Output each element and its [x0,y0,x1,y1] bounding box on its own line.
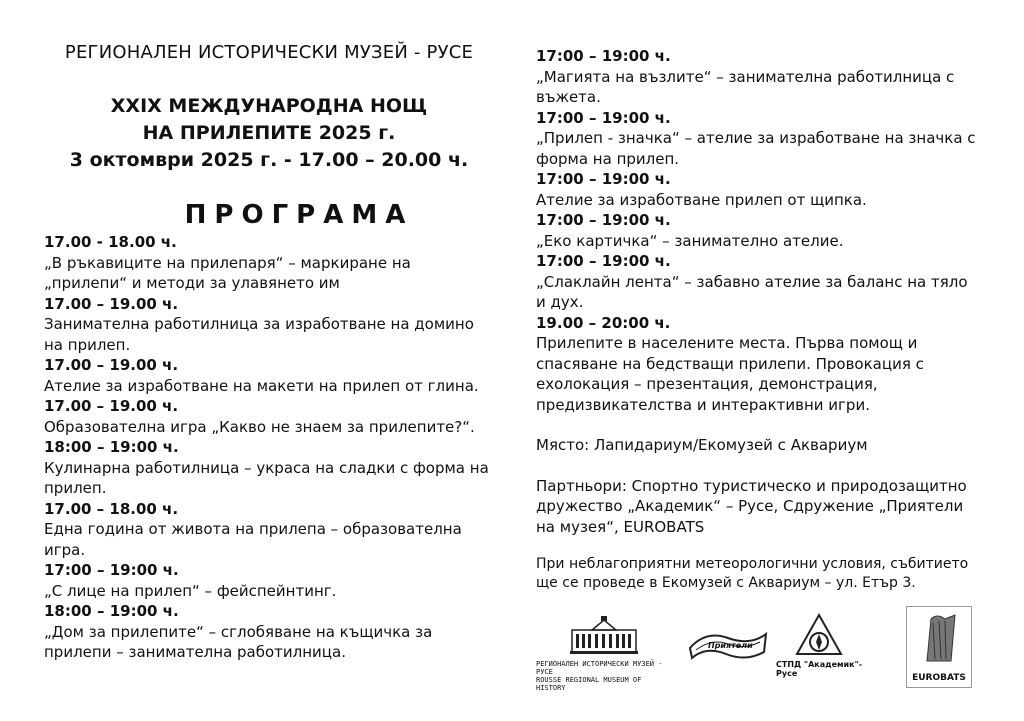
program-entry [536,169,976,210]
bat-wing-icon [915,611,961,665]
entry-time: 17:00 – 19:00 ч. [536,47,671,65]
left-column [44,40,494,663]
entry-desc: „Еко картичка“ – занимателно ателие. [536,231,844,250]
program-entry [536,108,976,170]
entry-desc: Образователна игра „Какво не знаем за прилепите?“. [44,417,475,436]
right-column [536,44,976,593]
entry-time: 17:00 – 19:00 ч. [44,561,179,579]
entry-time: 17:00 – 19:00 ч. [536,170,671,188]
entry-desc: Кулинарна работилница – украса на сладки с форма на прилеп. [44,458,489,497]
mountain-compass-icon [794,612,844,658]
entry-desc: Занимателна работилница за изработване на домино на прилеп. [44,315,474,354]
museum-logo-caption1: РЕГИОНАЛЕН ИСТОРИЧЕСКИ МУЗЕЙ - РУСЕ [536,660,663,676]
entry-time: 17.00 – 19.00 ч. [44,356,179,374]
entry-desc: Ателие за изработване прилеп от щипка. [536,190,867,209]
program-entry [44,355,494,396]
entry-desc: „С лице на прилеп“ – фейспейнтинг. [44,581,337,600]
program-entry [44,396,494,437]
entry-desc: Ателие за изработване на макети на прилеп от глина. [44,376,479,395]
museum-name: РЕГИОНАЛЕН ИСТОРИЧЕСКИ МУЗЕЙ - РУСЕ [64,42,474,63]
entry-desc: „Магията на възлите“ – занимателна работилница с въжета. [536,67,955,106]
program-entry [536,46,976,108]
entry-desc: „Дом за прилепите“ – сглобяване на къщичка за прилепи – занимателна работилница. [44,622,433,661]
program-entry [536,210,976,251]
entry-time: 17:00 – 19:00 ч. [536,252,671,270]
program-list-right [536,46,976,415]
event-partners: Партньори: Спортно туристическо и природозащитно дружество „Академик“ – Русе, Сдружение „Приятели на музея“, EUROBATS [536,476,967,536]
entry-time: 17:00 – 19:00 ч. [536,108,671,127]
entry-time: 18:00 – 19:00 ч. [44,438,179,456]
header [44,42,494,174]
entry-time: 17.00 - 18.00 ч. [44,233,177,251]
eurobats-logo [906,606,972,688]
program-entry [44,437,494,499]
entry-time: 17.00 – 18.00 ч. [44,499,179,518]
entry-desc: Една година от живота на прилепа – образователна игра. [44,520,462,559]
event-place: Място: Лапидариум/Екомузей с Аквариум [536,436,868,454]
program-entry [536,313,976,416]
museum-logo-caption2: ROUSSE REGIONAL MUSEUM OF HISTORY [536,676,642,692]
stpd-logo-caption: СТПД "Академик"- Русе [776,660,863,678]
museum-building-icon [568,616,640,656]
entry-desc: „В ръкавиците на прилепаря“ – маркиране на „прилепи“ и методи за улавянето им [44,253,411,292]
program-entry [44,560,494,601]
program-entry [536,251,976,313]
program-entry [44,294,494,356]
event-title-line2: НА ПРИЛЕПИТЕ 2025 г. [142,122,396,144]
eurobats-logo-caption: EUROBATS [912,673,966,683]
event-title-line1: XXIX МЕЖДУНАРОДНА НОЩ [110,95,428,117]
friends-of-museum-logo [686,628,770,664]
entry-time: 17.00 – 19.00 ч. [44,397,179,415]
entry-time: 17.00 – 19.00 ч. [44,294,179,313]
program-entry [44,232,494,294]
entry-time: 19.00 – 20:00 ч. [536,313,671,332]
stpd-akademik-logo [776,612,866,678]
program-heading: ПРОГРАМА [184,200,414,230]
weather-note: При неблагоприятни метеорологични условия, събитието ще се проведе в Екомузей с Аквариум – ул. Етър 3. [536,556,969,591]
entry-desc: „Слаклайн лента“ – забавно ателие за баланс на тяло и дух. [536,272,968,311]
museum-logo [536,616,668,692]
partner-logos [536,606,976,692]
program-entry [44,601,494,663]
event-date: 3 октомври 2025 г. - 17.00 – 20.00 ч. [69,149,469,171]
entry-time: 18:00 – 19:00 ч. [44,602,179,620]
entry-time: 17:00 – 19:00 ч. [536,211,671,229]
program-list-left [44,232,494,663]
program-entry [44,499,494,561]
entry-desc: „Прилеп - значка“ – ателие за изработване на значка с форма на прилеп. [536,129,976,168]
event-title [44,93,494,147]
entry-desc: Прилепите в населените места. Първа помощ и спасяване на бедстващи прилепи. Провокация с ехолокация – презентация, демонстрация, предизвикателства и интерактивни игри. [536,334,924,414]
friends-logo-caption: Приятели [708,641,753,650]
